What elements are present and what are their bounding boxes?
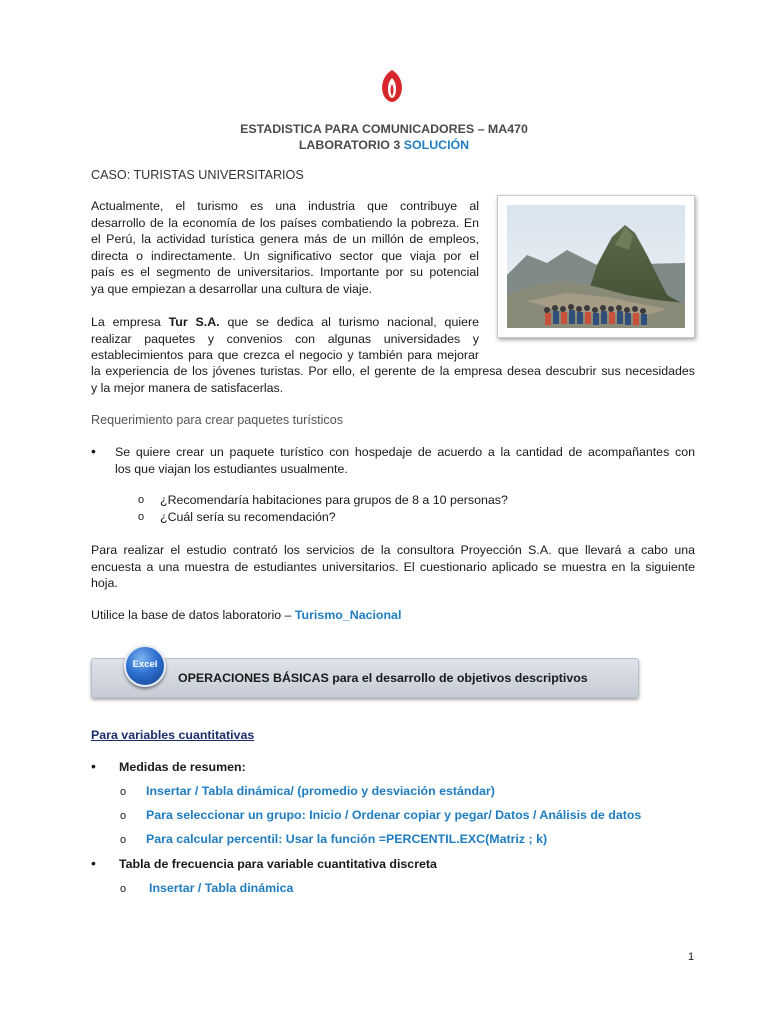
company-paragraph-wide [91, 363, 695, 396]
question-item [138, 492, 638, 509]
list-item [91, 759, 695, 783]
circle-bullet-icon: o [138, 494, 145, 506]
banner-title [178, 670, 588, 687]
circle-bullet-icon: o [120, 834, 127, 846]
list-item-text: Tabla de frecuencia para variable cuantitativa discreta [119, 857, 437, 871]
list-subitem-text: Para calcular percentil: Usar la función =PERCENTIL.EXC(Matriz ; k) [146, 832, 548, 846]
circle-bullet-icon: o [120, 810, 127, 822]
list-subitem-text: Insertar / Tabla dinámica [149, 881, 294, 895]
bullet-icon: • [91, 443, 96, 459]
intro-line: país es el segmento de universitarios. Importante por su potencial [91, 265, 479, 279]
company-paragraph-narrow [91, 314, 479, 364]
company-line: y la mejor manera de satisfacerlas. [91, 380, 284, 395]
list-item-text: Medidas de resumen: [119, 760, 246, 774]
list-subitem [91, 783, 695, 807]
intro-line: desarrollo de la economía de los países combatiendo la pobreza. En [91, 215, 479, 230]
list-subitem-text: Insertar / Tabla dinámica/ (promedio y desviación estándar) [146, 784, 495, 798]
company-line [91, 314, 479, 331]
list-subitem [91, 880, 695, 904]
company-line: realizar paquetes y convenios con algunas universidades y [91, 331, 479, 346]
study-paragraph [91, 542, 695, 592]
company-name: Tur S.A. [168, 315, 220, 329]
banner-title-rest: para el desarrollo de objetivos descriptivos [328, 671, 588, 685]
list-item [91, 856, 695, 880]
bullet-line: Se quiere crear un paquete turístico con hospedaje de acuerdo a la cantidad de acompañantes con [115, 445, 695, 459]
database-name[interactable]: Turismo_Nacional [294, 608, 402, 622]
list-subitem-text: Para seleccionar un grupo: Inicio / Ordenar copiar y pegar/ Datos / Análisis de datos [146, 808, 642, 822]
intro-paragraph [91, 198, 479, 297]
operations-list [91, 759, 695, 904]
banner-title-bold: OPERACIONES BÁSICAS [178, 671, 329, 685]
company-line: establecimientos para que crezca el negocio y también para mejorar [91, 348, 479, 362]
lab-label: LABORATORIO 3 [298, 138, 404, 152]
list-subitem [91, 831, 695, 856]
lab-title [0, 137, 768, 154]
intro-line: ya que empiezan a desarrollar una cultura de viaje. [91, 281, 373, 296]
circle-bullet-icon: o [138, 511, 145, 523]
question-text: ¿Recomendaría habitaciones para grupos de 8 a 10 personas? [160, 493, 508, 507]
database-line [91, 607, 401, 624]
case-title: CASO: TURISTAS UNIVERSITARIOS [91, 168, 304, 182]
question-text: ¿Cuál sería su recomendación? [160, 510, 336, 524]
study-line: hoja. [91, 576, 118, 590]
database-prefix: Utilice la base de datos laboratorio – [91, 608, 295, 622]
question-item [138, 509, 638, 526]
study-line: encuesta a una muestra de estudiantes universitarios. El cuestionario aplicado se muestra en la siguiente [91, 559, 695, 574]
intro-line: directa o indirectamente. Un significativo sector que viaja por el [91, 248, 479, 263]
bullet-icon: • [91, 855, 96, 871]
course-title: ESTADISTICA PARA COMUNICADORES – MA470 [240, 122, 528, 136]
bullet-line: los que viajan los estudiantes usualmente. [115, 461, 348, 476]
company-text: La empresa [91, 315, 169, 329]
intro-line: el Perú, la actividad turística genera más de un millón de empleos, [91, 232, 479, 246]
solution-label: SOLUCIÓN [403, 138, 470, 152]
excel-badge [124, 645, 166, 687]
study-line: Para realizar el estudio contrató los servicios de la consultora Proyección S.A. que llevará a cabo una [91, 543, 695, 557]
question-list [138, 492, 638, 526]
requirement-title: Requerimiento para crear paquetes turísticos [91, 413, 344, 427]
circle-bullet-icon: o [120, 883, 127, 895]
machu-picchu-photo [497, 195, 695, 338]
bullet-icon: • [91, 758, 96, 774]
excel-badge-label: Excel [132, 659, 158, 670]
list-subitem [91, 807, 695, 831]
company-text: que se dedica al turismo nacional, quiere [219, 315, 479, 329]
company-line: la experiencia de los jóvenes turistas. Por ello, el gerente de la empresa desea descubrir sus necesidades [91, 364, 695, 378]
circle-bullet-icon: o [120, 786, 127, 798]
requirement-bullet [91, 444, 695, 477]
intro-line: Actualmente, el turismo es una industria que contribuye al [91, 199, 479, 213]
quantitative-variables-heading[interactable]: Para variables cuantitativas [91, 728, 255, 742]
page-number: 1 [688, 951, 695, 963]
university-logo [372, 66, 412, 106]
